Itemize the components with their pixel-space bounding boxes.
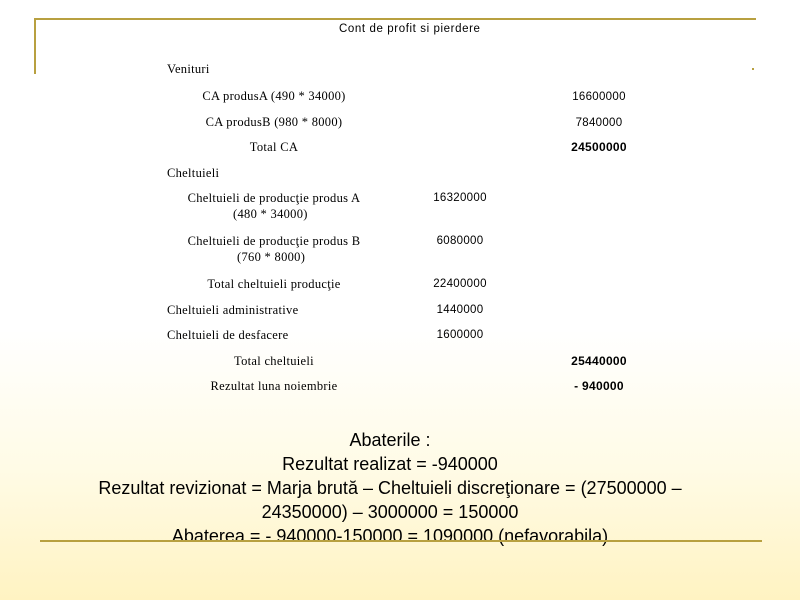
section-cheltuieli: Cheltuieli <box>167 166 220 180</box>
row-total-cheltuieli-value: 25440000 <box>571 354 627 368</box>
summary-rezultat-revizionat-2: 24350000) – 3000000 = 150000 <box>261 502 519 522</box>
decorative-dot <box>752 68 754 70</box>
row-chelt-b-label-2: (760 * 8000) <box>237 250 306 264</box>
summary-abaterea: Abaterea = - 940000-150000 = 1090000 (nefavorabila) <box>171 526 609 546</box>
row-rezultat-value: - 940000 <box>574 379 624 393</box>
row-ca-a-value: 16600000 <box>572 91 626 103</box>
section-venituri: Venituri <box>167 62 210 76</box>
row-total-cheltuieli-label: Total cheltuieli <box>234 354 314 368</box>
row-total-ca-value: 24500000 <box>571 140 627 154</box>
row-ca-b-label: CA produsB (980 * 8000) <box>205 115 343 129</box>
summary-rezultat-revizionat-1: Rezultat revizionat = Marja brută – Cheltuieli discreţionare = (27500000 – <box>98 478 682 498</box>
row-total-productie-value: 22400000 <box>433 278 487 290</box>
frame-left-line <box>34 18 36 74</box>
row-ca-b-value: 7840000 <box>575 117 623 129</box>
summary-block <box>40 428 740 548</box>
row-ca-a-label: CA produsA (490 * 34000) <box>202 89 346 103</box>
row-chelt-a-value: 16320000 <box>433 192 487 204</box>
row-rezultat-label: Rezultat luna noiembrie <box>210 379 338 393</box>
row-administrative-label: Cheltuieli administrative <box>167 303 299 317</box>
row-desfacere-label: Cheltuieli de desfacere <box>167 328 289 342</box>
row-total-ca-label: Total CA <box>249 140 299 154</box>
row-total-productie-label: Total cheltuieli producţie <box>207 277 341 291</box>
summary-rezultat-realizat: Rezultat realizat = -940000 <box>282 454 498 474</box>
row-chelt-b-label-1: Cheltuieli de producţie produs B <box>187 234 361 248</box>
row-chelt-b-value: 6080000 <box>436 235 484 247</box>
frame-bottom-line <box>40 540 762 542</box>
row-chelt-a-label-2: (480 * 34000) <box>233 207 308 221</box>
row-chelt-a-label-1: Cheltuieli de producţie produs A <box>187 191 361 205</box>
row-desfacere-value: 1600000 <box>436 329 484 341</box>
frame-top-line <box>34 18 756 20</box>
row-administrative-value: 1440000 <box>436 304 484 316</box>
page-title: Cont de profit si pierdere <box>339 23 481 35</box>
summary-heading: Abaterile : <box>349 430 431 450</box>
